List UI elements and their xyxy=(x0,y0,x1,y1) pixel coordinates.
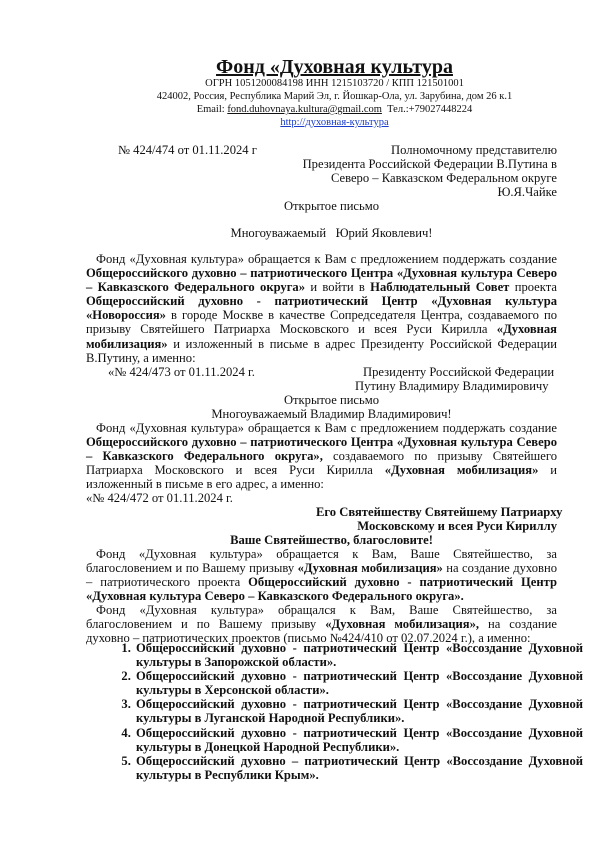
addressee-line-4: Ю.Я.Чайке xyxy=(497,185,557,199)
text: на создание духовно – патриотического проекта xyxy=(86,561,557,590)
website-link[interactable]: http://духовная-культура xyxy=(280,117,389,128)
main-paragraph xyxy=(86,252,557,365)
bold-text: Общероссийский духовно - патриотический Центр «Духовная культура Северо – Кавказского Федерального округа». xyxy=(86,575,557,604)
bold-text: «Духовная мобилизация» xyxy=(297,561,443,576)
quoted-doc-type-1: Открытое письмо xyxy=(283,393,380,407)
text: и изложенный в письме в его адрес, а именно: xyxy=(86,463,558,492)
project-item: 2. Общероссийский духовно - патриотический Центр «Воссоздание Духовной культуры в Херсонской области». xyxy=(134,669,583,697)
quoted-addressee-1-line-1: Президенту Российской Федерации xyxy=(363,365,555,379)
quoted-paragraph-2a xyxy=(86,547,557,603)
text: и изложенный в письме в адрес Президенту Российской Федерации В.Путину, а именно: xyxy=(86,336,557,365)
phone-text: Тел.:+79027448224 xyxy=(381,104,473,115)
bold-text: Общероссийский духовно - патриотический Центр «Духовная культура «Новороссия» xyxy=(86,294,557,323)
text: Фонд «Духовная культура» обращается к Вам с предложением поддержать создание xyxy=(96,421,557,435)
quoted-ref-number-2: «№ 424/472 от 01.11.2024 г. xyxy=(86,491,233,505)
bold-text: «Духовная мобилизация» xyxy=(86,322,557,351)
quoted-paragraph-2b xyxy=(86,603,557,645)
project-item: 3. Общероссийский духовно - патриотический Центр «Воссоздание Духовной культуры в Луганской Народной Республики». xyxy=(134,697,583,725)
foundation-title: Фонд «Духовная культура xyxy=(216,56,453,78)
addressee-line-1: Полномочному представителю xyxy=(391,143,557,157)
project-item: 1. Общероссийский духовно - патриотический Центр «Воссоздание Духовной культуры в Запорожской области». xyxy=(134,641,583,669)
quoted-addressee-2-line-1: Его Святейшеству Святейшему Патриарху xyxy=(316,505,563,519)
bold-text: Наблюдательный Совет xyxy=(370,280,510,295)
addressee-line-3: Северо – Кавказском Федеральном округе xyxy=(330,171,557,185)
text: на создание духовно – патриотических проектов (письмо №424/410 от 02.07.2024 г.), а именно: xyxy=(86,617,557,646)
text: Фонд «Духовная культура» обращается к Вам, Ваше Святейшество, за благословением и по Вашему призыву xyxy=(86,547,557,576)
addressee-line-2: Президента Российской Федерации В.Путина в xyxy=(302,157,557,171)
text: в городе Москве в качестве Сопредседателя Центра, создаваемого по призыву Святейшего Патриарха Московского и всея Руси Кирилла xyxy=(86,308,557,337)
text: проекта xyxy=(509,280,557,295)
text: и войти в xyxy=(305,280,371,295)
ref-number: № 424/474 от 01.11.2024 г xyxy=(118,143,257,157)
project-item: 4. Общероссийский духовно - патриотический Центр «Воссоздание Духовной культуры в Донецкой Народной Республики». xyxy=(134,726,583,754)
project-item: 5. Общероссийский духовно – патриотический Центр «Воссоздание Духовной культуры в Республики Крым». xyxy=(134,754,583,782)
quoted-addressee-2-line-2: Московскому и всея Руси Кириллу xyxy=(357,519,557,533)
bold-text: «Духовная мобилизация» xyxy=(384,463,539,478)
address-line: 424002, Россия, Республика Марий Эл, г. Йошкар-Ола, ул. Зарубина, дом 26 к.1 xyxy=(156,91,513,102)
quoted-addressee-1-line-2: Путину Владимиру Владимировичу xyxy=(355,379,549,393)
bold-text: Общероссийского духовно – патриотического Центра «Духовная культура Северо – Кавказского Федерального округа» xyxy=(86,266,557,295)
quoted-greeting-2: Ваше Святейшество, благословите! xyxy=(230,533,433,547)
text: Фонд «Духовная культура» обращается к Вам с предложением поддержать создание xyxy=(96,252,557,266)
registration-line: ОГРН 1051200084198 ИНН 1215103720 / КПП 121501001 xyxy=(205,78,464,89)
salutation: Многоуважаемый Юрий Яковлевич! xyxy=(230,226,433,240)
doc-type: Открытое письмо xyxy=(283,199,380,213)
email-label: Email: xyxy=(196,104,228,115)
contact-line xyxy=(0,103,601,116)
bold-text: Общероссийского духовно – патриотического Центра «Духовная культура Северо – Кавказского Федерального округа», xyxy=(86,435,557,464)
quoted-paragraph-1 xyxy=(86,421,557,491)
website-line xyxy=(0,116,601,129)
quoted-ref-number-1: «№ 424/473 от 01.11.2024 г. xyxy=(108,365,255,379)
projects-list xyxy=(108,641,583,782)
text: Фонд «Духовная культура» обращался к Вам, Ваше Святейшество, за благословением и по Вашему призыву xyxy=(86,603,557,632)
text: создаваемого по призыву Святейшего Патриарха Московского и всея Руси Кирилла xyxy=(86,449,557,478)
email-link[interactable]: fond.duhovnaya.kultura@gmail.com xyxy=(227,104,382,115)
quoted-salutation-1: Многоуважаемый Владимир Владимирович! xyxy=(211,407,452,421)
bold-text: «Духовная мобилизация», xyxy=(325,617,480,632)
